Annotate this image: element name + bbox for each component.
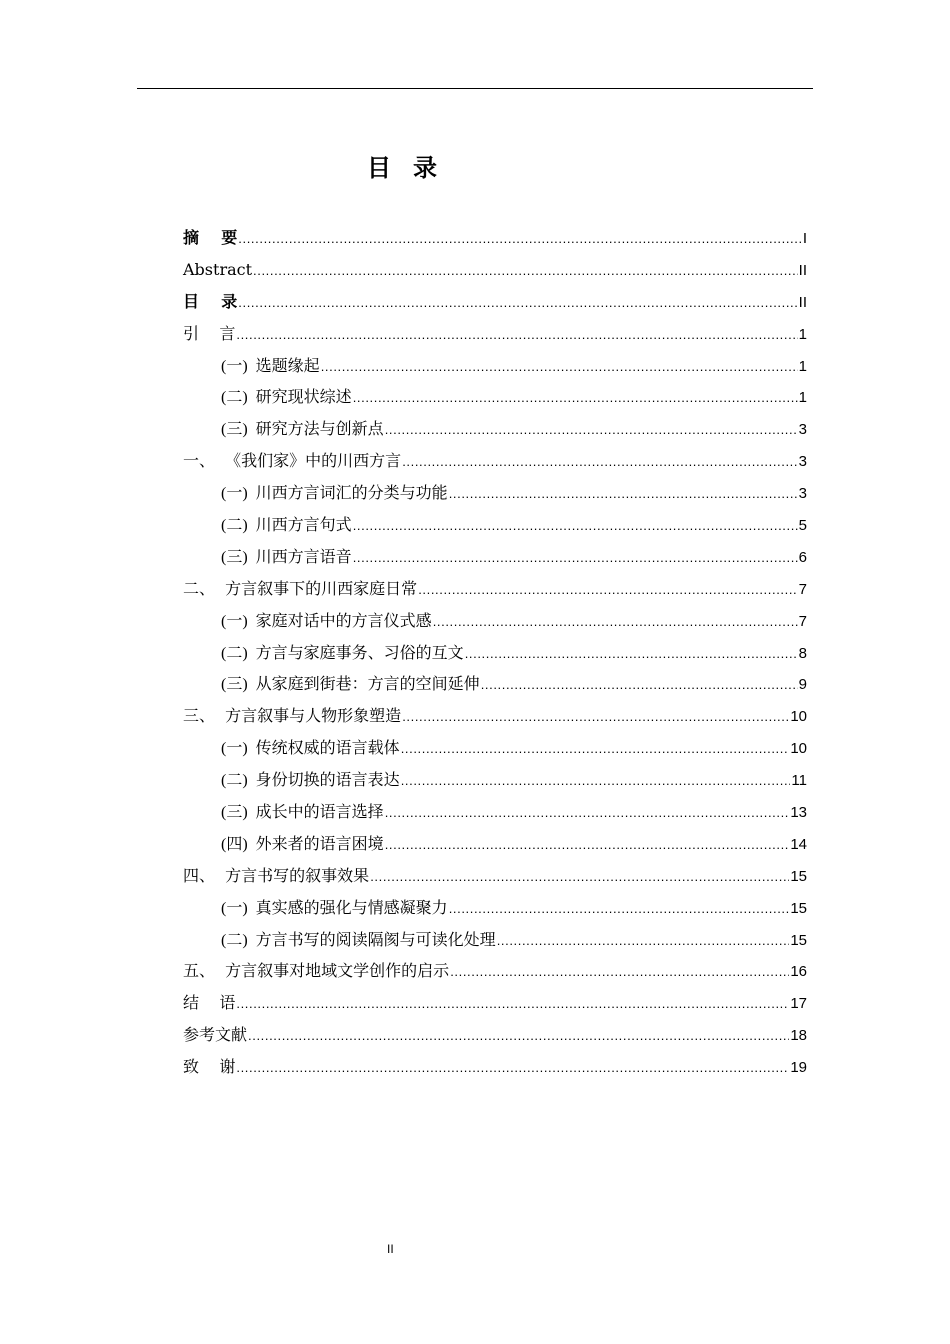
toc-entry-text: 真实感的强化与情感凝聚力 bbox=[255, 897, 448, 917]
toc-entry-label bbox=[221, 924, 496, 957]
toc-entry-page: 11 bbox=[791, 772, 807, 790]
toc-entry-label bbox=[183, 445, 401, 477]
toc-leader-dots bbox=[497, 925, 790, 957]
toc-entry[interactable] bbox=[183, 1051, 807, 1083]
toc-entry-page: 15 bbox=[790, 931, 807, 949]
toc-entry-page: 15 bbox=[790, 899, 807, 917]
header-rule bbox=[137, 88, 813, 89]
toc-entry-page: 16 bbox=[790, 963, 807, 981]
toc-entry-page: 14 bbox=[790, 835, 807, 853]
toc-entry-page: 10 bbox=[790, 708, 807, 726]
footer-page-number: II bbox=[387, 1242, 394, 1256]
toc-entry[interactable] bbox=[183, 828, 807, 860]
toc-entry[interactable] bbox=[183, 892, 807, 924]
toc-entry[interactable] bbox=[183, 764, 807, 796]
toc-leader-dots bbox=[449, 893, 790, 925]
toc-entry-text: 结 语 bbox=[183, 993, 236, 1013]
toc-entry-label bbox=[221, 732, 400, 765]
toc-entry-label bbox=[221, 605, 432, 638]
toc-entry-page: 3 bbox=[798, 421, 807, 439]
toc-entry-page: 18 bbox=[790, 1027, 807, 1045]
toc-entry-number: (一) bbox=[221, 740, 248, 758]
toc-entry-text: 致 谢 bbox=[183, 1057, 236, 1077]
toc-entry-label bbox=[221, 668, 480, 701]
toc-entry[interactable] bbox=[183, 700, 807, 732]
toc-leader-dots bbox=[236, 319, 797, 351]
toc-leader-dots bbox=[401, 733, 790, 765]
toc-entry-number: (二) bbox=[221, 644, 248, 662]
toc-entry-page: 15 bbox=[790, 867, 807, 885]
toc-entry-number: (三) bbox=[221, 421, 248, 439]
toc-entry[interactable] bbox=[183, 413, 807, 445]
toc-entry-text: 方言与家庭事务、习俗的互文 bbox=[255, 642, 464, 662]
toc-leader-dots bbox=[248, 1020, 789, 1052]
toc-entry-label bbox=[221, 796, 384, 829]
toc-leader-dots bbox=[450, 956, 789, 988]
toc-entry-label bbox=[221, 509, 352, 542]
toc-entry-page: 19 bbox=[790, 1059, 807, 1077]
toc-entry-text: 川西方言句式 bbox=[255, 515, 352, 535]
toc-entry-number: (一) bbox=[221, 357, 248, 375]
toc-entry-text: 方言书写的阅读隔阂与可读化处理 bbox=[255, 929, 496, 949]
toc-entry-text: 从家庭到街巷：方言的空间延伸 bbox=[255, 674, 480, 694]
toc-entry-text: 外来者的语言困境 bbox=[255, 833, 384, 853]
toc-entry-number: (一) bbox=[221, 899, 248, 917]
toc-entry[interactable] bbox=[183, 1019, 807, 1051]
toc-entry-label bbox=[183, 1051, 235, 1083]
toc-leader-dots bbox=[353, 382, 798, 414]
toc-entry[interactable] bbox=[183, 541, 807, 573]
toc-entry-page: 7 bbox=[798, 580, 807, 598]
toc-entry[interactable] bbox=[183, 987, 807, 1019]
toc-leader-dots bbox=[401, 765, 791, 797]
toc-entry[interactable] bbox=[183, 955, 807, 987]
toc-leader-dots bbox=[481, 669, 798, 701]
toc-entry-label bbox=[183, 573, 417, 605]
toc-entry-number: (二) bbox=[221, 389, 248, 407]
toc-entry-text: Abstract bbox=[183, 259, 253, 279]
toc-entry-text: 一、 《我们家》中的川西方言 bbox=[183, 451, 402, 471]
toc-leader-dots bbox=[385, 829, 790, 861]
toc-entry-label bbox=[183, 222, 237, 254]
toc-entry[interactable] bbox=[183, 796, 807, 828]
toc-leader-dots bbox=[385, 414, 798, 446]
toc-leader-dots bbox=[353, 542, 798, 574]
toc-entry-label bbox=[221, 892, 448, 925]
toc-entry-text: 三、 方言叙事与人物形象塑造 bbox=[183, 706, 402, 726]
toc-entry-label bbox=[183, 955, 449, 987]
toc-entry[interactable] bbox=[183, 924, 807, 956]
toc-entry-text: 目 录 bbox=[183, 291, 238, 311]
toc-leader-dots bbox=[433, 606, 798, 638]
toc-entry-text: 四、 方言书写的叙事效果 bbox=[183, 865, 370, 885]
toc-entry-page: 9 bbox=[798, 676, 807, 694]
toc-entry-label bbox=[221, 637, 464, 670]
toc-entry[interactable] bbox=[183, 477, 807, 509]
toc-entry-label bbox=[183, 318, 235, 350]
toc-entry-page: 10 bbox=[790, 740, 807, 758]
toc-entry-page: 5 bbox=[798, 517, 807, 535]
toc-entry-number: (一) bbox=[221, 612, 248, 630]
toc-entry-number: (二) bbox=[221, 931, 248, 949]
toc-entry-page: II bbox=[798, 293, 807, 311]
toc-entry[interactable] bbox=[183, 637, 807, 669]
toc-entry-text: 川西方言词汇的分类与功能 bbox=[255, 483, 448, 503]
toc-leader-dots bbox=[402, 701, 789, 733]
toc-entry-label bbox=[183, 1019, 247, 1051]
toc-entry[interactable] bbox=[183, 254, 807, 286]
toc-entry[interactable] bbox=[183, 318, 807, 350]
toc-entry-text: 川西方言语音 bbox=[255, 546, 352, 566]
toc-entry-text: 传统权威的语言载体 bbox=[255, 738, 400, 758]
toc-entry-number: (三) bbox=[221, 548, 248, 566]
toc-entry[interactable] bbox=[183, 573, 807, 605]
toc-entry-label bbox=[183, 860, 369, 892]
toc-entry-text: 二、 方言叙事下的川西家庭日常 bbox=[183, 578, 418, 598]
toc-entry-label bbox=[221, 413, 384, 446]
toc-leader-dots bbox=[321, 351, 798, 383]
toc-entry-label bbox=[221, 828, 384, 861]
toc-entry-page: 17 bbox=[790, 995, 807, 1013]
toc-entry-label bbox=[183, 254, 252, 286]
table-of-contents bbox=[183, 222, 807, 1083]
toc-entry-page: 1 bbox=[798, 389, 807, 407]
toc-entry[interactable] bbox=[183, 381, 807, 413]
toc-leader-dots bbox=[449, 478, 798, 510]
toc-entry-label bbox=[221, 764, 400, 797]
toc-entry[interactable] bbox=[183, 445, 807, 477]
toc-entry-number: (三) bbox=[221, 804, 248, 822]
toc-leader-dots bbox=[418, 574, 797, 606]
toc-entry[interactable] bbox=[183, 350, 807, 382]
toc-entry[interactable] bbox=[183, 732, 807, 764]
toc-entry-text: 身份切换的语言表达 bbox=[255, 770, 400, 790]
toc-entry-label bbox=[221, 381, 352, 414]
toc-entry[interactable] bbox=[183, 860, 807, 892]
toc-leader-dots bbox=[238, 223, 802, 255]
toc-entry-number: (一) bbox=[221, 485, 248, 503]
toc-entry-number: (二) bbox=[221, 772, 248, 790]
toc-entry-page: 7 bbox=[798, 612, 807, 630]
toc-entry-page: I bbox=[802, 230, 807, 247]
toc-entry-text: 引 言 bbox=[183, 323, 236, 343]
toc-leader-dots bbox=[236, 988, 789, 1020]
toc-entry-label bbox=[183, 987, 235, 1019]
toc-leader-dots bbox=[402, 446, 797, 478]
toc-entry-label bbox=[183, 286, 237, 318]
toc-entry-text: 选题缘起 bbox=[255, 355, 320, 375]
toc-entry-number: (二) bbox=[221, 517, 248, 535]
toc-entry-page: II bbox=[798, 261, 807, 279]
toc-entry[interactable] bbox=[183, 605, 807, 637]
page-title: 目录 bbox=[367, 154, 459, 182]
toc-entry-number: (三) bbox=[221, 676, 248, 694]
toc-leader-dots bbox=[253, 255, 798, 287]
toc-entry-label bbox=[221, 350, 320, 383]
toc-entry-page: 6 bbox=[798, 548, 807, 566]
toc-entry-text: 参考文献 bbox=[183, 1025, 248, 1045]
toc-entry-text: 研究方法与创新点 bbox=[255, 419, 384, 439]
toc-entry-page: 3 bbox=[798, 485, 807, 503]
toc-entry[interactable] bbox=[183, 222, 807, 254]
toc-entry-page: 3 bbox=[798, 453, 807, 471]
toc-leader-dots bbox=[238, 287, 797, 319]
toc-entry-text: 家庭对话中的方言仪式感 bbox=[255, 610, 432, 630]
toc-leader-dots bbox=[370, 861, 789, 893]
toc-entry-page: 13 bbox=[790, 804, 807, 822]
toc-entry-label bbox=[221, 477, 448, 510]
toc-entry[interactable] bbox=[183, 668, 807, 700]
toc-entry-text: 成长中的语言选择 bbox=[255, 802, 384, 822]
toc-entry-page: 1 bbox=[798, 325, 807, 343]
toc-entry[interactable] bbox=[183, 509, 807, 541]
toc-entry-text: 五、 方言叙事对地域文学创作的启示 bbox=[183, 961, 450, 981]
toc-entry-label bbox=[183, 700, 401, 732]
toc-entry-label bbox=[221, 541, 352, 574]
toc-leader-dots bbox=[385, 797, 790, 829]
toc-entry-text: 摘 要 bbox=[183, 228, 238, 247]
toc-entry-number: (四) bbox=[221, 835, 248, 853]
toc-entry-text: 研究现状综述 bbox=[255, 387, 352, 407]
toc-entry-page: 8 bbox=[798, 644, 807, 662]
toc-leader-dots bbox=[236, 1052, 789, 1084]
toc-leader-dots bbox=[353, 510, 798, 542]
toc-leader-dots bbox=[465, 638, 798, 670]
toc-entry[interactable] bbox=[183, 286, 807, 318]
toc-entry-page: 1 bbox=[798, 357, 807, 375]
